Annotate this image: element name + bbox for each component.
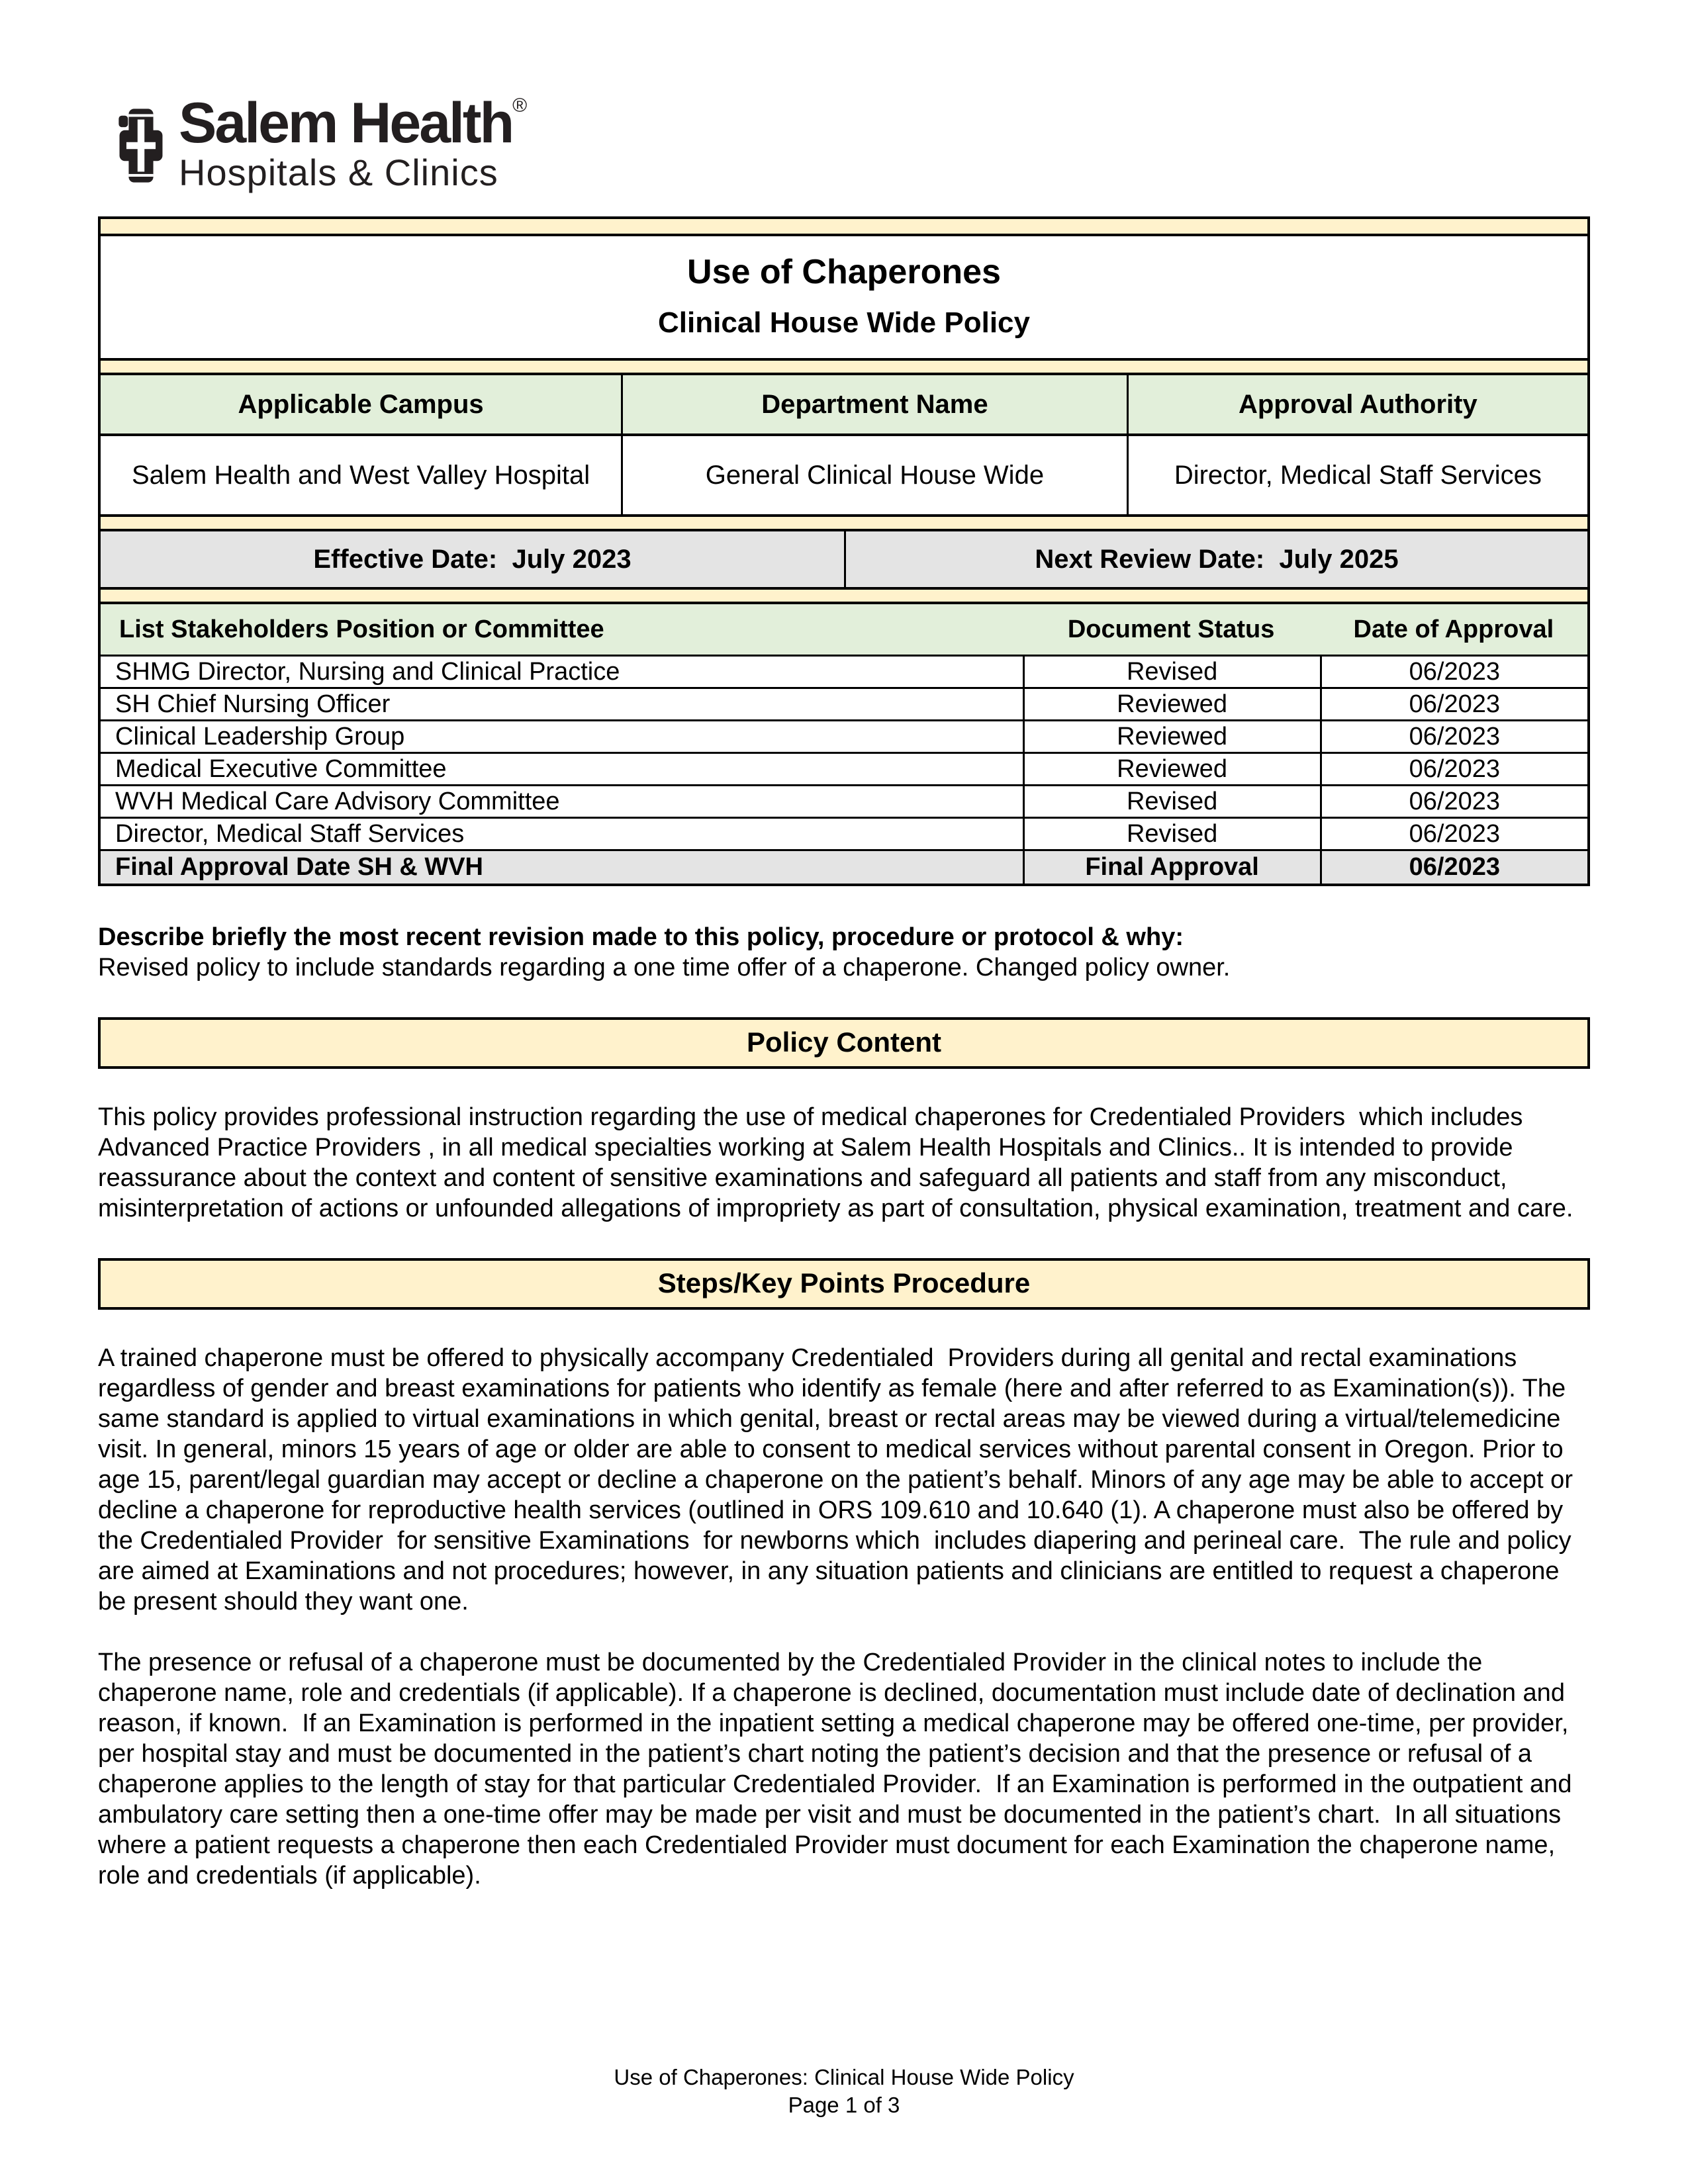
stakeholder-position: SH Chief Nursing Officer [115,690,391,718]
header-document-status: Document Status [1067,615,1275,643]
info-header-row [101,373,1587,433]
document-status: Revised [1023,819,1320,849]
salem-health-cross-icon [118,107,164,184]
date-of-approval: 06/2023 [1320,689,1587,719]
date-of-approval: 06/2023 [1320,657,1587,687]
final-approval-date: 06/2023 [1320,851,1587,884]
section-heading-policy-content: Policy Content [98,1017,1590,1069]
logo-name: Salem Health® [179,91,528,155]
separator-band [101,587,1587,602]
separator-band [101,219,1587,234]
steps-paragraph-2: The presence or refusal of a chaperone must be documented by the Credentialed Provider in the clinical notes to include the chaperone name, role and credentials (if applicable). If a chaperone is declined, documentation must include date of declination and reason, if known. If an Examination is performed in the inpatient setting a medical chaperone may be offered one-time, per provider, per hospital stay and must be documented in the patient’s chart noting the patient’s decision and that the presence or refusal of a chaperone applies to the length of stay for that particular Credentialed Provider. If an Examination is performed in the outpatient and ambulatory care setting then a one-time offer may be made per visit and must be documented in the patient’s chart. In all situations where a patient requests a chaperone then each Credentialed Provider must document for each Examination the chaperone name, role and credentials (if applicable). [98,1649,1579,1890]
stakeholder-position: Clinical Leadership Group [115,722,405,751]
policy-content-body: This policy provides professional instruction regarding the use of medical chaperones for Credentialed Providers which includes Advanced Practice Providers , in all medical specialties working at Salem Health Hospitals and Clinics.. It is intended to provide reassurance about the context and content of sensitive examinations and safeguard all patients and staff from any misconduct, misinterpretation of actions or unfounded allegations of impropriety as part of consultation, physical examination, treatment and care. [98,1103,1573,1223]
dates-row [101,529,1587,587]
steps-paragraph-1: A trained chaperone must be offered to physically accompany Credentialed Providers during all genital and rectal examinations regardless of gender and breast examinations for patients who identify as female (here and after referred to as Examination(s)). The same standard is applied to virtual examinations in which genital, breast or rectal areas may be viewed during a virtual/telemedicine visit. In general, minors 15 years of age or older are able to consent to medical services without parental consent in Oregon. Prior to age 15, parent/legal guardian may accept or decline a chaperone on the patient’s behalf. Minors of any age may be able to accept or decline a chaperone for reproductive health services (outlined in ORS 109.610 and 10.640 (1). A chaperone must also be offered by the Credentialed Provider for sensitive Examinations for newborns which includes diapering and perineal care. The rule and policy are aimed at Examinations and not procedures; however, in any situation patients and clinicians are entitled to request a chaperone be present should they want one. [98,1344,1580,1616]
revision-text: Revised policy to include standards regarding a one time offer of a chaperone. Changed policy owner. [98,954,1231,982]
separator-band [101,514,1587,529]
title-block [101,234,1587,358]
footer-title: Use of Chaperones: Clinical House Wide Policy [614,2065,1074,2089]
registered-mark: ® [512,95,528,116]
document-status: Reviewed [1023,689,1320,719]
date-of-approval: 06/2023 [1320,754,1587,784]
stakeholder-position: SHMG Director, Nursing and Clinical Practice [115,657,620,686]
header-department-name: Department Name [621,375,1127,433]
next-review-date: Next Review Date: July 2025 [844,531,1587,587]
table-row [101,719,1587,752]
separator-band [101,358,1587,373]
info-values-row [101,433,1587,514]
table-row [101,655,1587,687]
revision-note [98,922,1590,983]
header-approval-authority: Approval Authority [1127,375,1587,433]
salem-health-logo [98,91,1590,194]
stakeholder-position: WVH Medical Care Advisory Committee [115,787,560,815]
date-of-approval: 06/2023 [1320,819,1587,849]
document-status: Revised [1023,657,1320,687]
policy-header-table [98,216,1590,886]
stakeholders-header-row [101,602,1587,655]
date-of-approval: 06/2023 [1320,721,1587,752]
final-approval-label: Final Approval Date SH & WVH [115,853,483,882]
stakeholder-position: Director, Medical Staff Services [115,819,465,848]
final-approval-status: Final Approval [1023,851,1320,884]
table-row [101,752,1587,784]
document-status: Revised [1023,786,1320,817]
final-approval-row [101,849,1587,884]
stakeholder-position: Medical Executive Committee [115,754,447,783]
value-applicable-campus: Salem Health and West Valley Hospital [131,460,590,490]
value-approval-authority: Director, Medical Staff Services [1127,436,1587,514]
header-applicable-campus: Applicable Campus [238,389,484,419]
header-stakeholders-position: List Stakeholders Position or Committee [119,615,604,643]
page-footer [0,2064,1688,2119]
effective-date: Effective Date: July 2023 [313,544,632,574]
date-of-approval: 06/2023 [1320,786,1587,817]
document-status: Reviewed [1023,721,1320,752]
header-date-of-approval: Date of Approval [1353,615,1554,643]
section-heading-steps: Steps/Key Points Procedure [98,1258,1590,1310]
value-department-name: General Clinical House Wide [621,436,1127,514]
logo-text [179,91,528,194]
revision-label: Describe briefly the most recent revision made to this policy, procedure or protocol & why: [98,923,1184,952]
footer-page-number: Page 1 of 3 [788,2093,900,2117]
table-row [101,784,1587,817]
document-title: Use of Chaperones [687,253,1001,292]
table-row [101,817,1587,849]
document-status: Reviewed [1023,754,1320,784]
document-subtitle: Clinical House Wide Policy [658,306,1030,340]
logo-tagline: Hospitals & Clinics [179,152,498,194]
table-row [101,687,1587,719]
